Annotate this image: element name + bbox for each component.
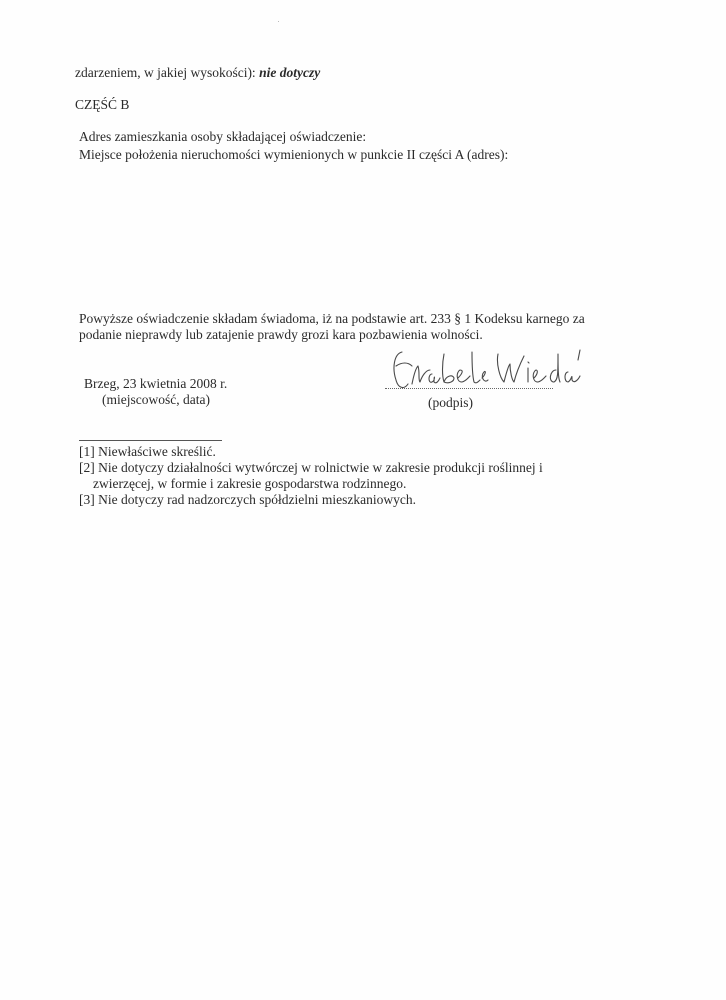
- signature-dotted-line: [385, 388, 553, 389]
- continuation-value: nie dotyczy: [259, 65, 321, 80]
- footnote-2: [2] Nie dotyczy działalności wytwórczej w rolnictwie w zakresie produkcji roślinnej i: [79, 460, 543, 475]
- place-date: Brzeg, 23 kwietnia 2008 r.: [84, 376, 228, 391]
- continuation-prefix: zdarzeniem, w jakiej wysokości):: [75, 65, 256, 80]
- continuation-line: [75, 64, 320, 81]
- footnote-2-continued: zwierzęcej, w formie i zakresie gospodarstwa rodzinnego.: [93, 476, 407, 491]
- place-date-caption: (miejscowość, data): [102, 392, 210, 407]
- section-heading: CZĘŚĆ B: [75, 97, 130, 112]
- footnote-separator: [79, 440, 222, 441]
- handwritten-signature: [388, 346, 588, 398]
- property-label: Miejsce położenia nieruchomości wymienionych w punkcie II części A (adres):: [79, 147, 509, 162]
- footnote-3: [3] Nie dotyczy rad nadzorczych spółdzielni mieszkaniowych.: [79, 492, 416, 507]
- declaration-line-1: Powyższe oświadczenie składam świadoma, iż na podstawie art. 233 § 1 Kodeksu karnego za: [79, 311, 585, 326]
- scan-speck: [278, 21, 279, 22]
- address-label: Adres zamieszkania osoby składającej oświadczenie:: [79, 129, 367, 144]
- declaration-line-2: podanie nieprawdy lub zatajenie prawdy grozi kara pozbawienia wolności.: [79, 327, 483, 342]
- signature-caption: (podpis): [428, 395, 473, 410]
- footnote-1: [1] Niewłaściwe skreślić.: [79, 444, 216, 459]
